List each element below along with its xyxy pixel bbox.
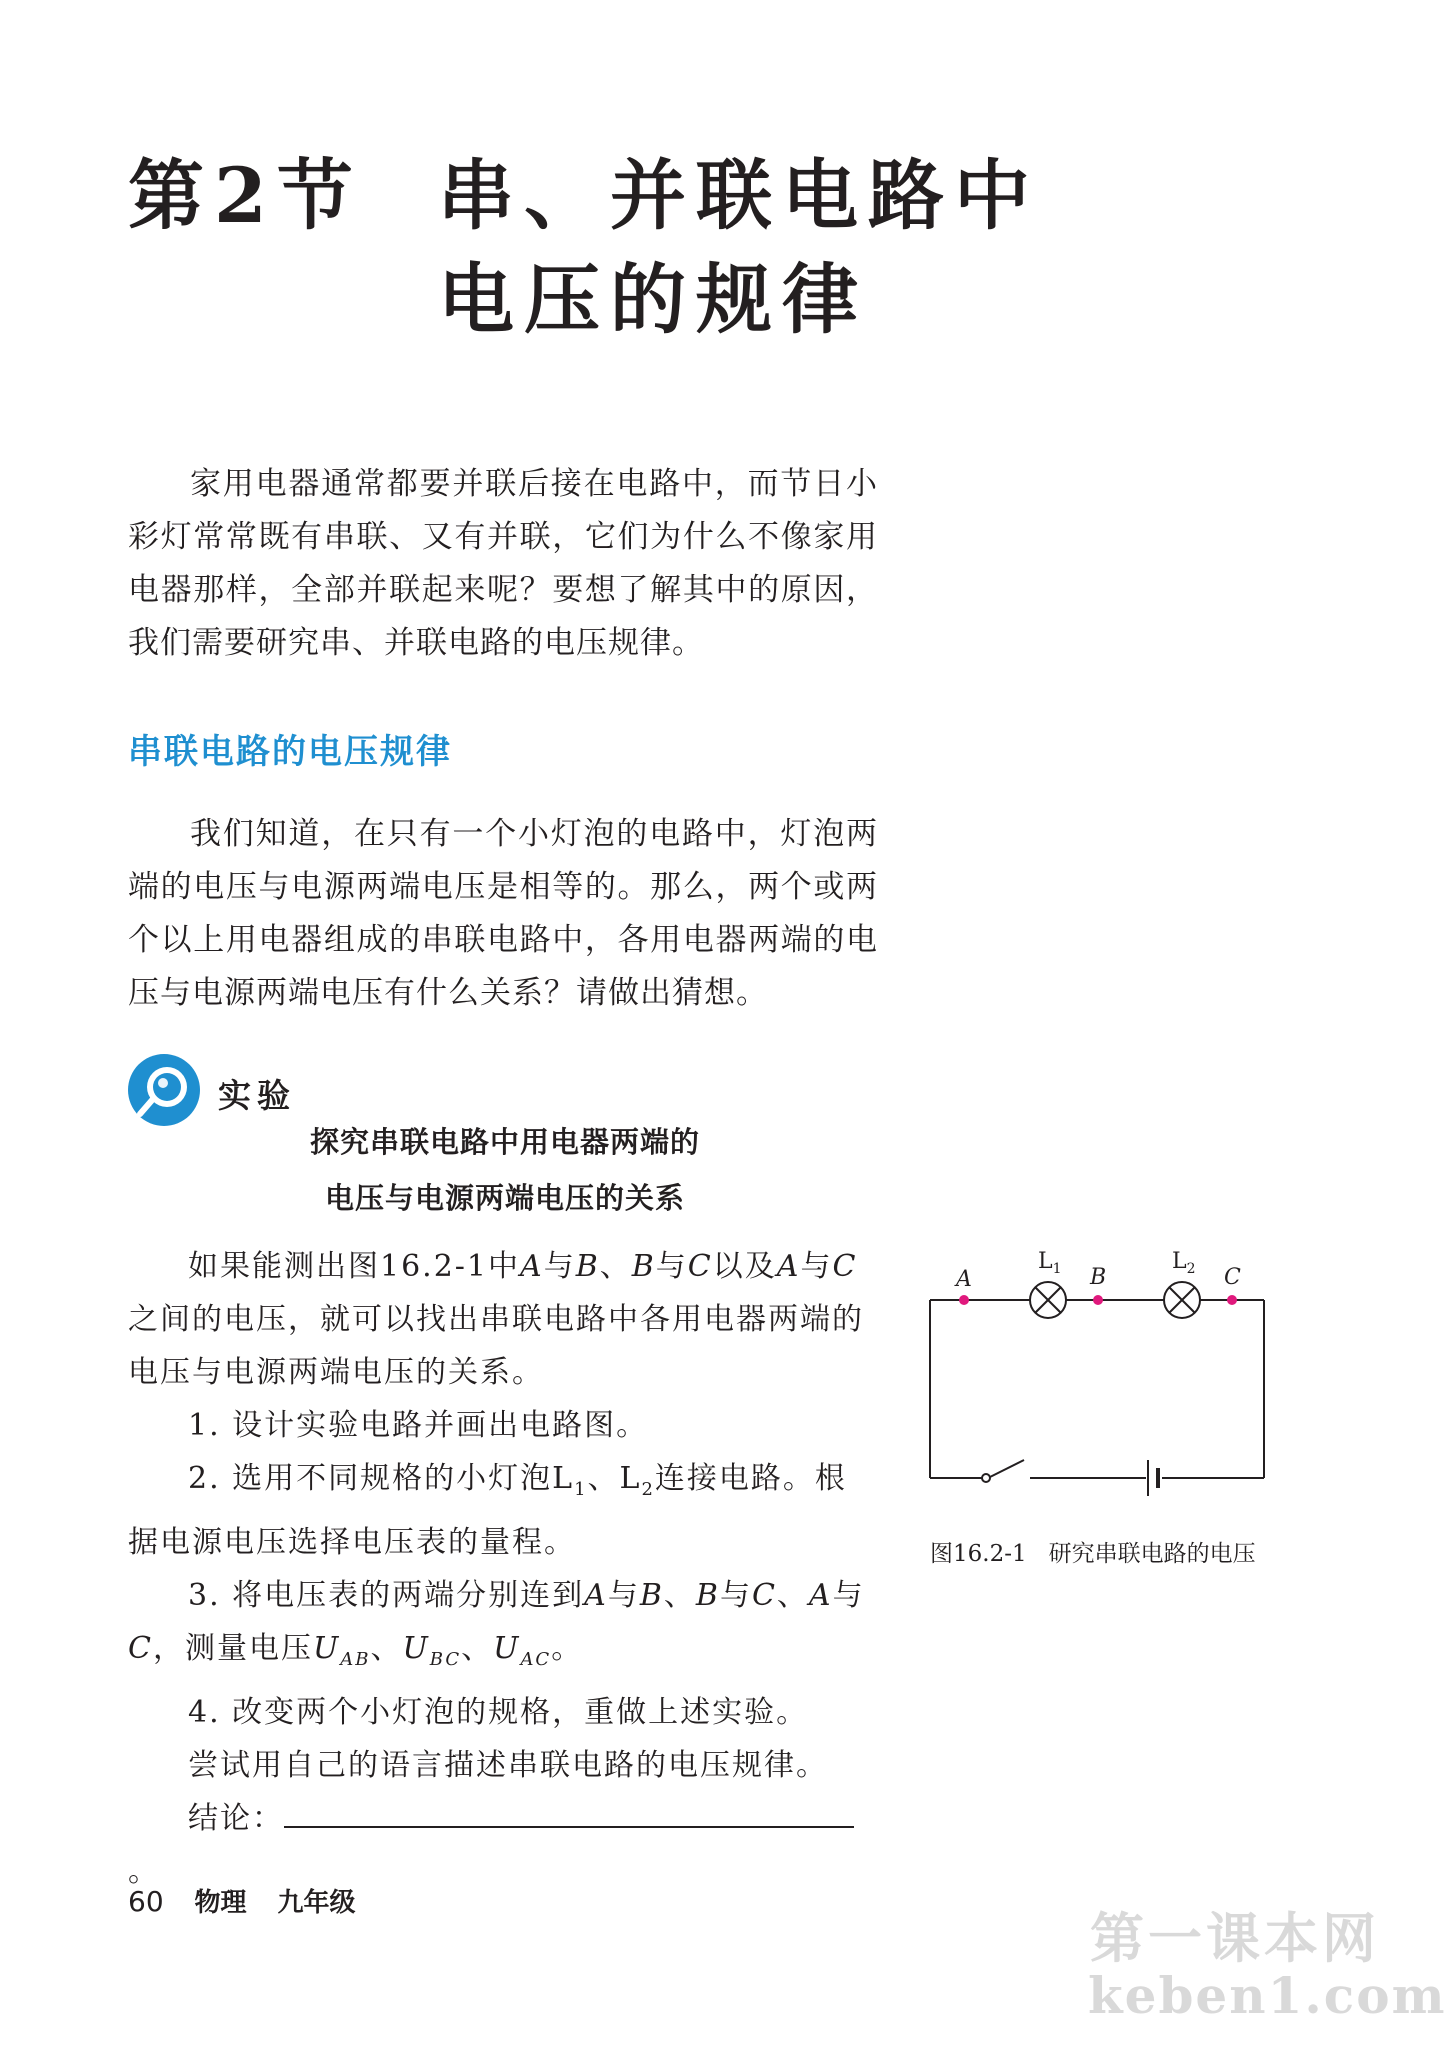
label-b: B bbox=[1090, 1265, 1107, 1290]
label-l1: $L_1$ bbox=[1038, 1249, 1062, 1277]
step-3: 3. 将电压表的两端分别连到A与B、B与C、A与C，测量电压$U_{AB}$、$U_{BC}$、$U_{AC}$。 bbox=[128, 1578, 865, 1670]
node-a bbox=[959, 1295, 969, 1305]
magnifier-icon bbox=[126, 1052, 202, 1128]
step-2: 2. 选用不同规格的小灯泡$L_1$、$L_2$连接电路。根据电源电压选择电压表的量程。 bbox=[128, 1461, 847, 1560]
experiment-title-line2: 电压与电源两端电压的关系 bbox=[324, 1181, 685, 1215]
section-paragraph bbox=[128, 808, 878, 1020]
label-c: C bbox=[1224, 1265, 1241, 1290]
intro-paragraph bbox=[128, 458, 878, 670]
watermark-line1: 第一课本网 bbox=[1090, 1907, 1380, 1970]
node-b bbox=[1093, 1295, 1103, 1305]
experiment-intro: 如果能测出图16.2-1中A与B、B与C以及A与C之间的电压，就可以找出串联电路中各用电器两端的电压与电源两端电压的关系。 bbox=[128, 1249, 864, 1390]
label-a: A bbox=[956, 1267, 972, 1292]
caption-text: 研究串联电路的电压 bbox=[1048, 1541, 1256, 1567]
page-title-line1: 串、并联电路中 bbox=[438, 151, 1040, 240]
experiment-title-line1: 探究串联电路中用电器两端的 bbox=[309, 1125, 700, 1159]
page-footer bbox=[128, 1882, 355, 1919]
section-number: 第2节 bbox=[128, 151, 363, 240]
page-title-line2: 电压的规律 bbox=[438, 255, 868, 344]
step-1: 1. 设计实验电路并画出电路图。 bbox=[188, 1408, 649, 1443]
conclusion-blank bbox=[284, 1796, 854, 1828]
section-text: 我们知道，在只有一个小灯泡的电路中，灯泡两端的电压与电源两端电压是相等的。那么，两个或两个以上用电器组成的串联电路中，各用电器两端的电压与电源两端电压有什么关系？请做出猜想。 bbox=[128, 816, 878, 1011]
figure-caption bbox=[930, 1535, 1256, 1568]
label-l2: $L_2$ bbox=[1172, 1249, 1196, 1277]
footer-subject: 物理 bbox=[194, 1888, 247, 1918]
experiment-body bbox=[128, 1240, 878, 1898]
caption-number: 图16.2-1 bbox=[930, 1541, 1027, 1567]
footer-grade: 九年级 bbox=[277, 1888, 356, 1918]
watermark-line2: keben1.com bbox=[1088, 1966, 1447, 2025]
page-number: 60 bbox=[128, 1885, 164, 1918]
node-c bbox=[1227, 1295, 1237, 1305]
experiment-label: 实验 bbox=[218, 1076, 296, 1115]
conclusion-line: 结论：。 bbox=[128, 1792, 878, 1898]
series-circuit-diagram bbox=[918, 1238, 1278, 1508]
section-heading: 串联电路的电压规律 bbox=[128, 732, 452, 772]
intro-text: 家用电器通常都要并联后接在电路中，而节日小彩灯常常既有串联、又有并联，它们为什么不像家用电器那样，全部并联起来呢？要想了解其中的原因，我们需要研究串、并联电路的电压规律。 bbox=[128, 466, 878, 661]
step-4: 4. 改变两个小灯泡的规格，重做上述实验。 bbox=[188, 1695, 809, 1730]
experiment-prompt: 尝试用自己的语言描述串联电路的电压规律。 bbox=[188, 1748, 828, 1783]
